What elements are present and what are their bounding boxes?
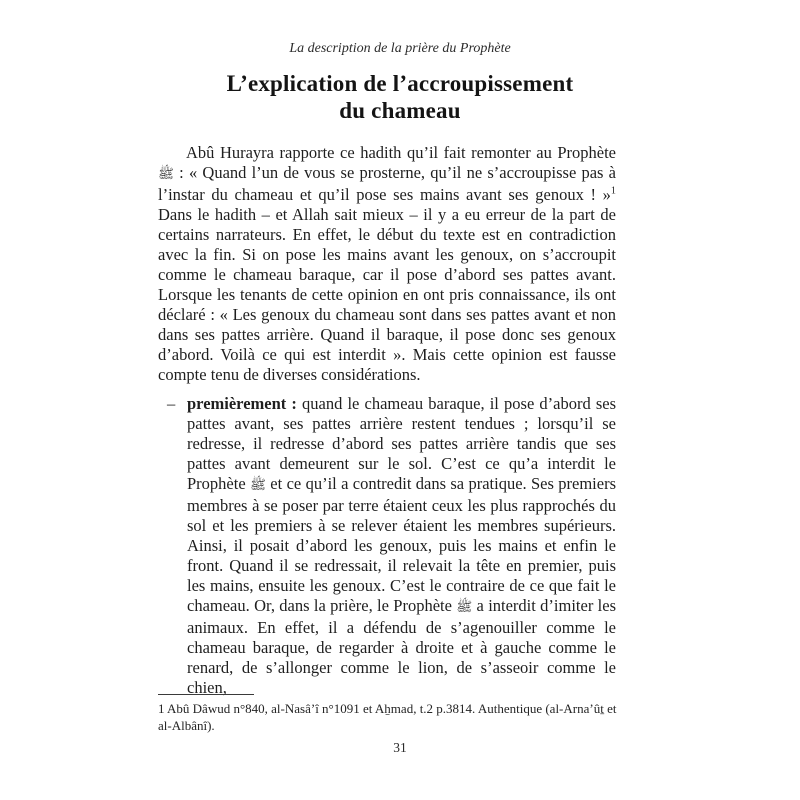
- list-item-text: [187, 394, 616, 697]
- text-segment: quand le chameau baraque, il pose d’abord ses pattes avant, ses pattes arrière restent tendues ; lorsqu’il se redresse, il redresse d’abord ses pattes arrière tandis que ses pattes avant demeurent sur le sol. C’est ce qu’a interdit le Prophète: [187, 394, 616, 493]
- honorific-saw-symbol: ﷺ: [250, 478, 266, 493]
- text-segment: et ce qu’il a contredit dans sa pratique. Ses premiers membres à se poser par terre étaient ceux les plus rapprochés du sol et les premiers à se relever étaient les membres supérieurs. Ainsi, il posait d’abord les genoux, puis les mains et enfin le front. Quand il se redressait, il relevait la tête en premier, puis les mains, ensuite les genoux. C’est le contraire de ce que fait le chameau. Or, dans la prière, le Prophète: [187, 474, 616, 615]
- honorific-saw-symbol: ﷺ: [158, 167, 174, 182]
- text-segment: : « Quand l’un de vous se prosterne, qu’il ne s’accroupisse pas à l’instar du chameau et qu’il pose ses mains avant ses genoux ! »: [158, 163, 616, 204]
- text-segment: Abû Hurayra rapporte ce hadith qu’il fait remonter au Prophète: [186, 143, 616, 162]
- chapter-title-line1: L’explication de l’accroupissement: [226, 71, 574, 96]
- footnote-reference: 1: [610, 185, 616, 197]
- footnote-block: [158, 694, 626, 734]
- chapter-title: [0, 70, 800, 124]
- paragraph-hadith: [158, 143, 616, 385]
- list-item-premierement: [158, 394, 616, 698]
- text-segment: premièrement :: [187, 394, 303, 413]
- chapter-title-line2: du chameau: [339, 98, 461, 123]
- running-header: La description de la prière du Prophète: [289, 41, 511, 56]
- page-number: 31: [393, 740, 407, 755]
- body-text: [158, 143, 616, 698]
- text-segment: Dans le hadith – et Allah sait mieux – il y a eu erreur de la part de certains narrateurs. En effet, le début du texte est en contradiction avec la fin. Si on pose les mains avant les genoux, on s’accroupit comme le chameau baraque, car il pose d’abord ses pattes avant. Lorsque les tenants de cette opinion en ont pris connaissance, ils ont déclaré : « Les genoux du chameau sont dans ses pattes avant et non dans ses pattes arrière. Quand il baraque, il pose donc ses genoux d’abord. Voilà ce qui est interdit ». Mais cette opinion est fausse compte tenu de diverses considérations.: [158, 205, 616, 384]
- footnote-separator-rule: [158, 694, 254, 695]
- honorific-saw-symbol: ﷺ: [456, 600, 473, 615]
- text-segment: a interdit d’imiter les animaux. En effet, il a défendu de s’agenouiller comme le chameau baraque, de regarder à droite et à gauche comme le renard, de s’allonger comme le lion, de s’asseoir comme le chien,: [187, 596, 616, 697]
- list-dash-marker: –: [167, 394, 176, 413]
- footnote-text: 1 Abû Dâwud n°840, al-Nasâ’î n°1091 et Aẖmad, t.2 p.3814. Authentique (al-Arna’ûṯ et al-Albânî).: [158, 701, 617, 733]
